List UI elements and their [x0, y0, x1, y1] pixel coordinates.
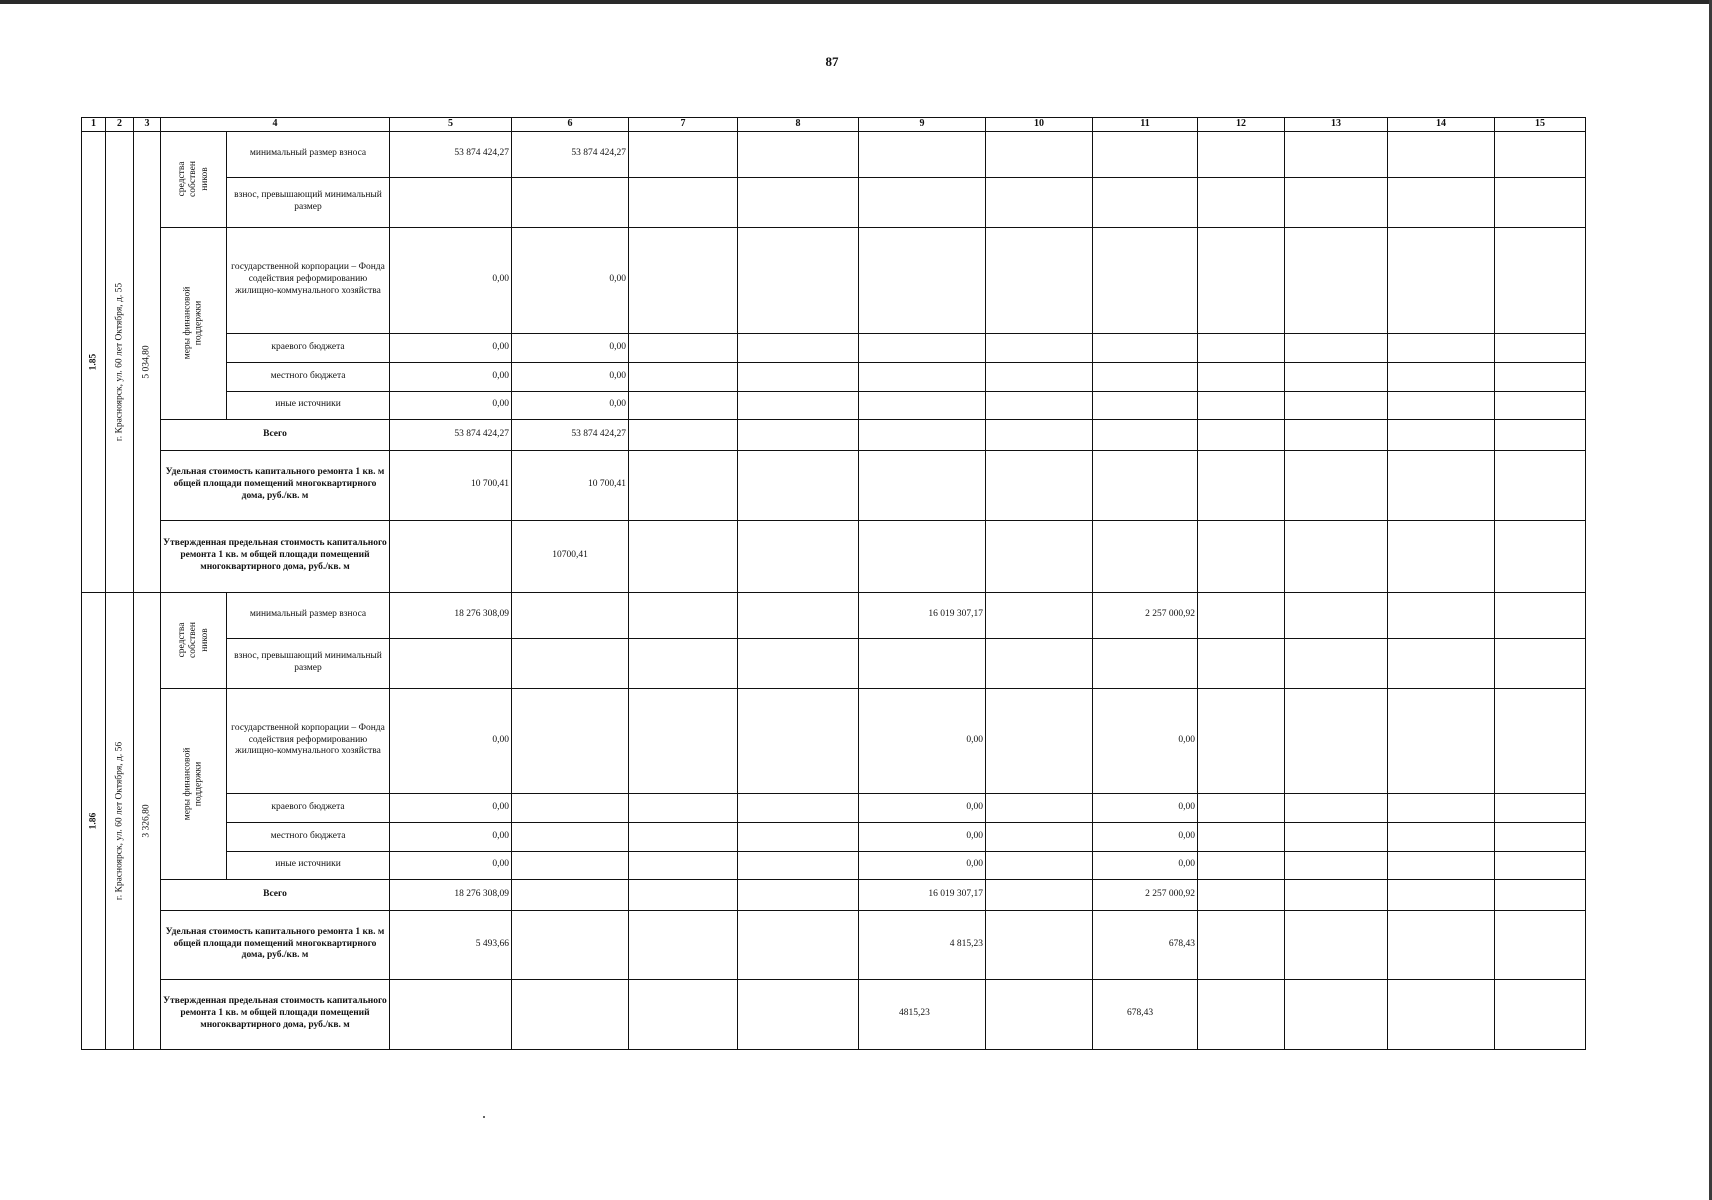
- row-other: [82, 391, 1586, 419]
- row-total: [82, 879, 1586, 910]
- row-total: [82, 419, 1586, 450]
- area-cell: [134, 131, 161, 592]
- cell-col-13: [1285, 362, 1388, 391]
- cell-col-8: [738, 419, 859, 450]
- cell-col-15: [1495, 592, 1586, 638]
- cell-col-11: [1093, 419, 1198, 450]
- row-label-other: иные источники: [227, 391, 390, 419]
- row-label-total: Всего: [161, 419, 390, 450]
- page-number: 87: [825, 54, 839, 69]
- row-number-text: 1.85: [87, 353, 98, 370]
- cell-col-10: [986, 879, 1093, 910]
- column-header-11: 11: [1093, 118, 1198, 132]
- cell-col-9: 0,00: [859, 851, 986, 879]
- column-header-10: 10: [986, 118, 1093, 132]
- area-cell-text: 3 326,80: [141, 803, 152, 838]
- row-label-fund: государственной корпорации – Фонда содействия реформированию жилищно-коммунального хозяйства: [227, 688, 390, 793]
- cell-col-9: 4815,23: [859, 979, 986, 1049]
- cell-col-7: [629, 227, 738, 333]
- cell-col-5: 0,00: [390, 227, 512, 333]
- cell-col-15: [1495, 391, 1586, 419]
- cell-col-8: [738, 450, 859, 520]
- cell-col-11: 2 257 000,92: [1093, 879, 1198, 910]
- cell-col-7: [629, 822, 738, 851]
- row-label-min: минимальный размер взноса: [227, 592, 390, 638]
- cell-col-14: [1388, 979, 1495, 1049]
- cell-col-12: [1198, 419, 1285, 450]
- cell-col-10: [986, 910, 1093, 979]
- cell-col-6: [512, 822, 629, 851]
- scan-top-edge: [0, 0, 1712, 4]
- cell-col-13: [1285, 177, 1388, 227]
- cell-col-5: [390, 638, 512, 688]
- cell-col-10: [986, 391, 1093, 419]
- group-support-label: [161, 688, 227, 879]
- cell-col-15: [1495, 979, 1586, 1049]
- cell-col-12: [1198, 450, 1285, 520]
- address-cell: [106, 592, 134, 1049]
- column-header-3: 3: [134, 118, 161, 132]
- cell-col-9: [859, 177, 986, 227]
- cell-col-15: [1495, 227, 1586, 333]
- cell-col-6: 53 874 424,27: [512, 131, 629, 177]
- cell-col-13: [1285, 979, 1388, 1049]
- cell-col-12: [1198, 362, 1285, 391]
- cell-col-15: [1495, 851, 1586, 879]
- cell-col-7: [629, 879, 738, 910]
- cell-col-8: [738, 793, 859, 822]
- row-excess: [82, 177, 1586, 227]
- cell-col-7: [629, 592, 738, 638]
- cell-col-11: 678,43: [1093, 910, 1198, 979]
- cell-col-11: [1093, 131, 1198, 177]
- cell-col-10: [986, 450, 1093, 520]
- row-label-excess: взнос, превышающий минимальный размер: [227, 177, 390, 227]
- cell-col-5: 10 700,41: [390, 450, 512, 520]
- cell-col-14: [1388, 793, 1495, 822]
- cell-col-15: [1495, 688, 1586, 793]
- cell-col-13: [1285, 638, 1388, 688]
- cell-col-7: [629, 362, 738, 391]
- column-header-13: 13: [1285, 118, 1388, 132]
- address-cell: [106, 131, 134, 592]
- cell-col-14: [1388, 851, 1495, 879]
- cell-col-5: 53 874 424,27: [390, 131, 512, 177]
- cell-col-10: [986, 227, 1093, 333]
- row-label-local: местного бюджета: [227, 822, 390, 851]
- cell-col-12: [1198, 592, 1285, 638]
- cell-col-10: [986, 851, 1093, 879]
- cell-col-8: [738, 638, 859, 688]
- cell-col-12: [1198, 910, 1285, 979]
- cell-col-11: [1093, 450, 1198, 520]
- cell-col-11: [1093, 520, 1198, 592]
- cell-col-8: [738, 979, 859, 1049]
- cell-col-5: [390, 979, 512, 1049]
- cell-col-15: [1495, 177, 1586, 227]
- row-label-limit: Утвержденная предельная стоимость капитального ремонта 1 кв. м общей площади помещений многоквартирного дома, руб./кв. м: [161, 520, 390, 592]
- cell-col-5: 0,00: [390, 333, 512, 362]
- cell-col-12: [1198, 793, 1285, 822]
- column-header-8: 8: [738, 118, 859, 132]
- row-unit: [82, 910, 1586, 979]
- cell-col-10: [986, 688, 1093, 793]
- cell-col-8: [738, 822, 859, 851]
- cell-col-14: [1388, 419, 1495, 450]
- cell-col-12: [1198, 851, 1285, 879]
- cell-col-14: [1388, 879, 1495, 910]
- cell-col-9: 0,00: [859, 822, 986, 851]
- cell-col-14: [1388, 227, 1495, 333]
- row-label-fund: государственной корпорации – Фонда содействия реформированию жилищно-коммунального хозяйства: [227, 227, 390, 333]
- header-row: [82, 118, 1586, 132]
- row-label-region: краевого бюджета: [227, 333, 390, 362]
- cell-col-8: [738, 879, 859, 910]
- cell-col-5: 0,00: [390, 391, 512, 419]
- cell-col-14: [1388, 450, 1495, 520]
- cell-col-14: [1388, 520, 1495, 592]
- cell-col-10: [986, 362, 1093, 391]
- row-label-unit: Удельная стоимость капитального ремонта 1 кв. м общей площади помещений многоквартирного дома, руб./кв. м: [161, 910, 390, 979]
- row-label-other: иные источники: [227, 851, 390, 879]
- cell-col-12: [1198, 177, 1285, 227]
- cell-col-10: [986, 520, 1093, 592]
- cell-col-6: 10 700,41: [512, 450, 629, 520]
- cell-col-13: [1285, 851, 1388, 879]
- cell-col-9: [859, 419, 986, 450]
- cell-col-8: [738, 131, 859, 177]
- cell-col-14: [1388, 391, 1495, 419]
- cell-col-12: [1198, 391, 1285, 419]
- column-header-7: 7: [629, 118, 738, 132]
- cell-col-8: [738, 688, 859, 793]
- cell-col-5: [390, 177, 512, 227]
- row-region: [82, 793, 1586, 822]
- cell-col-6: 0,00: [512, 333, 629, 362]
- area-cell-text: 5 034,80: [141, 344, 152, 379]
- cell-col-7: [629, 851, 738, 879]
- cell-col-9: 16 019 307,17: [859, 879, 986, 910]
- cell-col-5: [390, 520, 512, 592]
- cell-col-9: 4 815,23: [859, 910, 986, 979]
- cell-col-7: [629, 391, 738, 419]
- table-body: [82, 118, 1586, 1050]
- cell-col-11: [1093, 391, 1198, 419]
- cell-col-11: 0,00: [1093, 822, 1198, 851]
- cell-col-12: [1198, 520, 1285, 592]
- cell-col-6: [512, 177, 629, 227]
- row-label-unit: Удельная стоимость капитального ремонта 1 кв. м общей площади помещений многоквартирного дома, руб./кв. м: [161, 450, 390, 520]
- column-header-15: 15: [1495, 118, 1586, 132]
- cell-col-15: [1495, 638, 1586, 688]
- row-min: [82, 131, 1586, 177]
- cell-col-12: [1198, 879, 1285, 910]
- column-header-14: 14: [1388, 118, 1495, 132]
- cell-col-12: [1198, 979, 1285, 1049]
- cell-col-6: 0,00: [512, 362, 629, 391]
- area-cell: [134, 592, 161, 1049]
- group-owners-text: средства собствен ников: [176, 161, 210, 197]
- cell-col-9: [859, 362, 986, 391]
- cell-col-11: 2 257 000,92: [1093, 592, 1198, 638]
- cell-col-14: [1388, 362, 1495, 391]
- row-label-min: минимальный размер взноса: [227, 131, 390, 177]
- column-header-5: 5: [390, 118, 512, 132]
- cell-col-11: [1093, 333, 1198, 362]
- cell-col-15: [1495, 419, 1586, 450]
- cell-col-13: [1285, 391, 1388, 419]
- row-fund: [82, 688, 1586, 793]
- cell-col-11: 0,00: [1093, 793, 1198, 822]
- row-excess: [82, 638, 1586, 688]
- cell-col-5: 0,00: [390, 688, 512, 793]
- cell-col-13: [1285, 910, 1388, 979]
- cell-col-13: [1285, 793, 1388, 822]
- cell-col-15: [1495, 910, 1586, 979]
- cell-col-7: [629, 793, 738, 822]
- cell-col-10: [986, 333, 1093, 362]
- cell-col-13: [1285, 592, 1388, 638]
- cell-col-11: [1093, 177, 1198, 227]
- cell-col-7: [629, 450, 738, 520]
- cell-col-14: [1388, 910, 1495, 979]
- cell-col-14: [1388, 131, 1495, 177]
- column-header-9: 9: [859, 118, 986, 132]
- cell-col-6: [512, 879, 629, 910]
- row-label-total: Всего: [161, 879, 390, 910]
- cell-col-5: 5 493,66: [390, 910, 512, 979]
- cell-col-6: [512, 688, 629, 793]
- cell-col-9: [859, 227, 986, 333]
- cell-col-13: [1285, 688, 1388, 793]
- cell-col-12: [1198, 638, 1285, 688]
- row-number-text: 1.86: [87, 812, 98, 829]
- group-support-label: [161, 227, 227, 419]
- cell-col-6: [512, 979, 629, 1049]
- cell-col-6: 53 874 424,27: [512, 419, 629, 450]
- cell-col-8: [738, 520, 859, 592]
- row-label-local: местного бюджета: [227, 362, 390, 391]
- cell-col-14: [1388, 688, 1495, 793]
- cell-col-6: [512, 793, 629, 822]
- cell-col-10: [986, 419, 1093, 450]
- cell-col-7: [629, 688, 738, 793]
- row-unit: [82, 450, 1586, 520]
- scan-speck: [483, 1116, 485, 1118]
- cell-col-6: [512, 638, 629, 688]
- cell-col-13: [1285, 227, 1388, 333]
- cell-col-7: [629, 419, 738, 450]
- group-support-text: меры финансовой поддержки: [182, 286, 204, 360]
- cell-col-8: [738, 910, 859, 979]
- cell-col-9: [859, 391, 986, 419]
- cell-col-10: [986, 822, 1093, 851]
- cell-col-6: [512, 592, 629, 638]
- column-header-6: 6: [512, 118, 629, 132]
- cell-col-9: [859, 450, 986, 520]
- cell-col-15: [1495, 450, 1586, 520]
- cell-col-9: 0,00: [859, 688, 986, 793]
- cell-col-13: [1285, 822, 1388, 851]
- cell-col-7: [629, 520, 738, 592]
- row-region: [82, 333, 1586, 362]
- row-local: [82, 822, 1586, 851]
- cell-col-7: [629, 979, 738, 1049]
- cell-col-5: 0,00: [390, 362, 512, 391]
- cell-col-9: [859, 520, 986, 592]
- row-number: [82, 131, 106, 592]
- cell-col-10: [986, 592, 1093, 638]
- cell-col-10: [986, 638, 1093, 688]
- cell-col-15: [1495, 793, 1586, 822]
- group-support-text: меры финансовой поддержки: [182, 747, 204, 820]
- cell-col-12: [1198, 822, 1285, 851]
- cell-col-8: [738, 851, 859, 879]
- cell-col-6: 0,00: [512, 227, 629, 333]
- row-fund: [82, 227, 1586, 333]
- cell-col-12: [1198, 333, 1285, 362]
- cell-col-13: [1285, 333, 1388, 362]
- cell-col-10: [986, 177, 1093, 227]
- cell-col-11: [1093, 362, 1198, 391]
- cell-col-15: [1495, 520, 1586, 592]
- cell-col-11: [1093, 638, 1198, 688]
- address-cell-text: г. Красноярск, ул. 60 лет Октября, д. 55: [113, 282, 124, 441]
- cell-col-11: 0,00: [1093, 688, 1198, 793]
- cell-col-13: [1285, 879, 1388, 910]
- group-owners-label: [161, 131, 227, 227]
- cell-col-7: [629, 177, 738, 227]
- cell-col-9: [859, 131, 986, 177]
- cell-col-15: [1495, 131, 1586, 177]
- cell-col-8: [738, 592, 859, 638]
- row-limit: [82, 520, 1586, 592]
- cell-col-14: [1388, 822, 1495, 851]
- cell-col-8: [738, 391, 859, 419]
- group-owners-label: [161, 592, 227, 688]
- cell-col-6: 10700,41: [512, 520, 629, 592]
- cell-col-5: 0,00: [390, 822, 512, 851]
- cell-col-9: [859, 638, 986, 688]
- cell-col-8: [738, 333, 859, 362]
- cell-col-12: [1198, 131, 1285, 177]
- cell-col-10: [986, 131, 1093, 177]
- group-owners-text: средства собствен ников: [176, 622, 210, 658]
- cell-col-15: [1495, 822, 1586, 851]
- row-label-region: краевого бюджета: [227, 793, 390, 822]
- cell-col-12: [1198, 688, 1285, 793]
- cell-col-9: [859, 333, 986, 362]
- cell-col-11: [1093, 227, 1198, 333]
- cell-col-9: 16 019 307,17: [859, 592, 986, 638]
- cell-col-15: [1495, 333, 1586, 362]
- cell-col-8: [738, 177, 859, 227]
- row-label-limit: Утвержденная предельная стоимость капитального ремонта 1 кв. м общей площади помещений многоквартирного дома, руб./кв. м: [161, 979, 390, 1049]
- cell-col-8: [738, 362, 859, 391]
- cell-col-10: [986, 793, 1093, 822]
- column-header-1: 1: [82, 118, 106, 132]
- cell-col-14: [1388, 177, 1495, 227]
- cell-col-5: 53 874 424,27: [390, 419, 512, 450]
- cell-col-13: [1285, 419, 1388, 450]
- cell-col-14: [1388, 333, 1495, 362]
- cell-col-13: [1285, 450, 1388, 520]
- cell-col-11: 678,43: [1093, 979, 1198, 1049]
- cell-col-13: [1285, 520, 1388, 592]
- cell-col-7: [629, 910, 738, 979]
- cell-col-5: 0,00: [390, 851, 512, 879]
- cell-col-13: [1285, 131, 1388, 177]
- row-other: [82, 851, 1586, 879]
- cell-col-7: [629, 131, 738, 177]
- cell-col-11: 0,00: [1093, 851, 1198, 879]
- cell-col-5: 18 276 308,09: [390, 879, 512, 910]
- cell-col-7: [629, 333, 738, 362]
- cell-col-15: [1495, 362, 1586, 391]
- cell-col-6: 0,00: [512, 391, 629, 419]
- cell-col-14: [1388, 592, 1495, 638]
- cell-col-12: [1198, 227, 1285, 333]
- cell-col-15: [1495, 879, 1586, 910]
- row-local: [82, 362, 1586, 391]
- row-number: [82, 592, 106, 1049]
- cell-col-9: 0,00: [859, 793, 986, 822]
- cell-col-5: 0,00: [390, 793, 512, 822]
- column-header-2: 2: [106, 118, 134, 132]
- cell-col-6: [512, 910, 629, 979]
- cell-col-5: 18 276 308,09: [390, 592, 512, 638]
- cell-col-7: [629, 638, 738, 688]
- address-cell-text: г. Красноярск, ул. 60 лет Октября, д. 56: [113, 741, 124, 900]
- row-label-excess: взнос, превышающий минимальный размер: [227, 638, 390, 688]
- capital-repair-table: [81, 117, 1586, 1050]
- column-header-4: 4: [161, 118, 390, 132]
- cell-col-14: [1388, 638, 1495, 688]
- row-limit: [82, 979, 1586, 1049]
- cell-col-6: [512, 851, 629, 879]
- column-header-12: 12: [1198, 118, 1285, 132]
- row-min: [82, 592, 1586, 638]
- cell-col-10: [986, 979, 1093, 1049]
- cell-col-8: [738, 227, 859, 333]
